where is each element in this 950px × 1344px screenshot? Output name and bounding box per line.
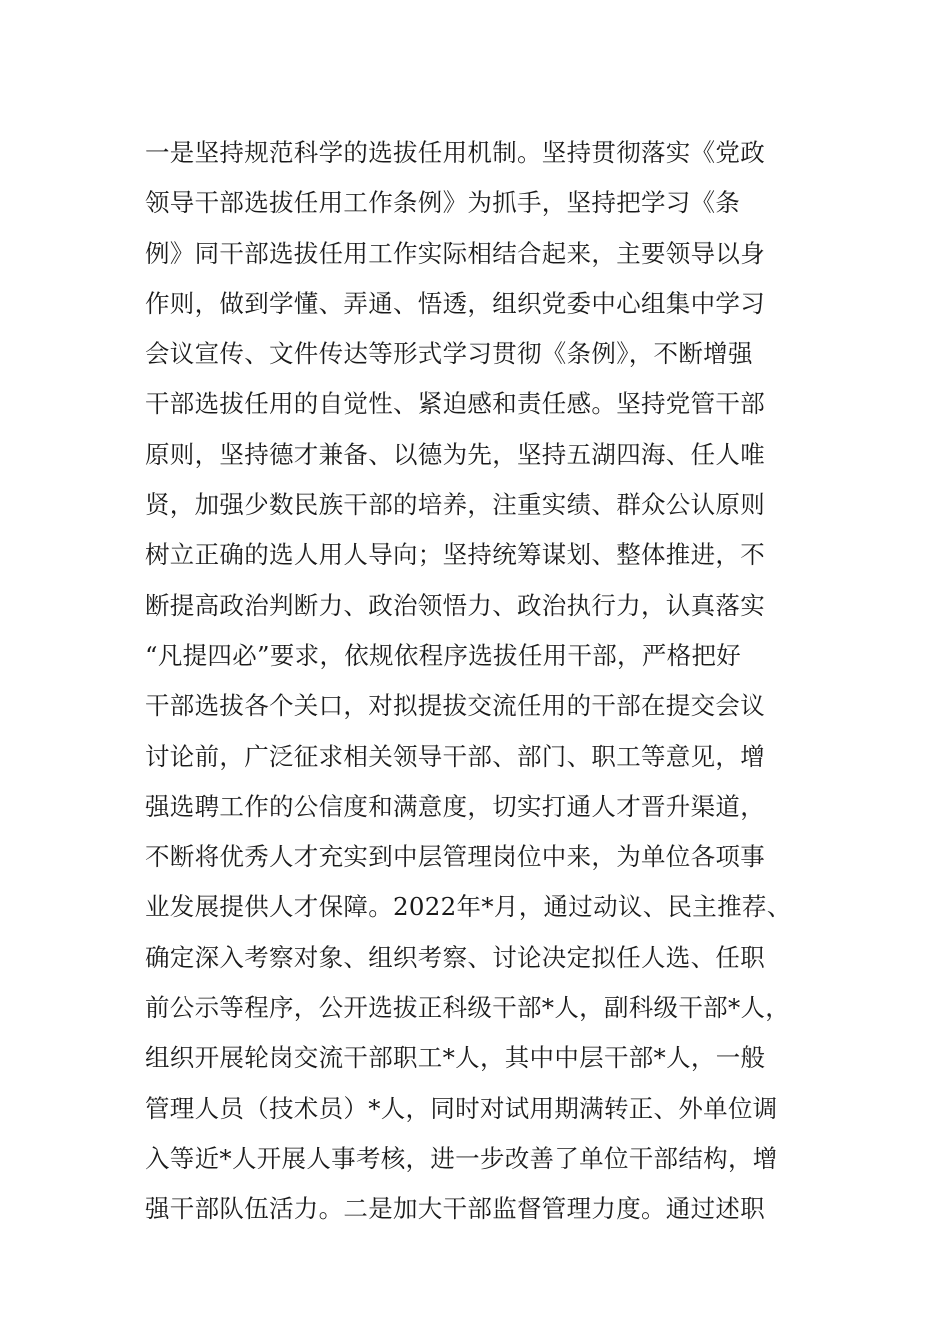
text-line: “凡提四必”要求，依规依程序选拔任用干部，严格把好 (145, 640, 742, 670)
text-line: 确定深入考察对象、组织考察、讨论决定拟任人选、任职 (145, 942, 765, 972)
body-paragraph (145, 128, 845, 1235)
text-line: 不断将优秀人才充实到中层管理岗位中来，为单位各项事 (145, 842, 765, 872)
text-line: 一是坚持规范科学的选拔任用机制。坚持贯彻落实《党政 (145, 138, 765, 167)
text-line: 原则，坚持德才兼备、以德为先，坚持五湖四海、任人唯 (145, 439, 765, 469)
text-line: 组织开展轮岗交流干部职工*人，其中中层干部*人，一般 (145, 1043, 766, 1073)
text-line: 前公示等程序，公开选拔正科级干部*人，副科级干部*人， (145, 993, 791, 1023)
text-line: 贤，加强少数民族干部的培养，注重实绩、群众公认原则 (145, 490, 765, 520)
text-line: 干部选拔各个关口，对拟提拔交流任用的干部在提交会议 (145, 691, 765, 721)
text-line: 干部选拔任用的自觉性、紧迫感和责任感。坚持党管干部 (145, 389, 765, 419)
text-line: 树立正确的选人用人导向；坚持统筹谋划、整体推进，不 (145, 540, 765, 570)
text-line: 领导干部选拔任用工作条例》为抓手，坚持把学习《条 (145, 188, 741, 218)
text-line: 讨论前，广泛征求相关领导干部、部门、职工等意见，增 (145, 741, 765, 771)
text-line: 作则，做到学懂、弄通、悟透，组织党委中心组集中学习 (145, 288, 765, 318)
text-line: 例》同干部选拔任用工作实际相结合起来，主要领导以身 (145, 238, 765, 268)
text-line: 强干部队伍活力。二是加大干部监督管理力度。通过述职 (145, 1194, 765, 1224)
text-line: 会议宣传、文件传达等形式学习贯彻《条例》，不断增强 (145, 339, 753, 369)
text-line: 断提高政治判断力、政治领悟力、政治执行力，认真落实 (145, 590, 765, 620)
text-line: 管理人员（技术员）*人，同时对试用期满转正、外单位调 (145, 1093, 778, 1123)
text-line: 业发展提供人才保障。2022年*月，通过动议、民主推荐、 (145, 892, 792, 922)
text-line: 入等近*人开展人事考核，进一步改善了单位干部结构，增 (145, 1143, 778, 1173)
text-line: 强选聘工作的公信度和满意度，切实打通人才晋升渠道， (145, 791, 765, 821)
